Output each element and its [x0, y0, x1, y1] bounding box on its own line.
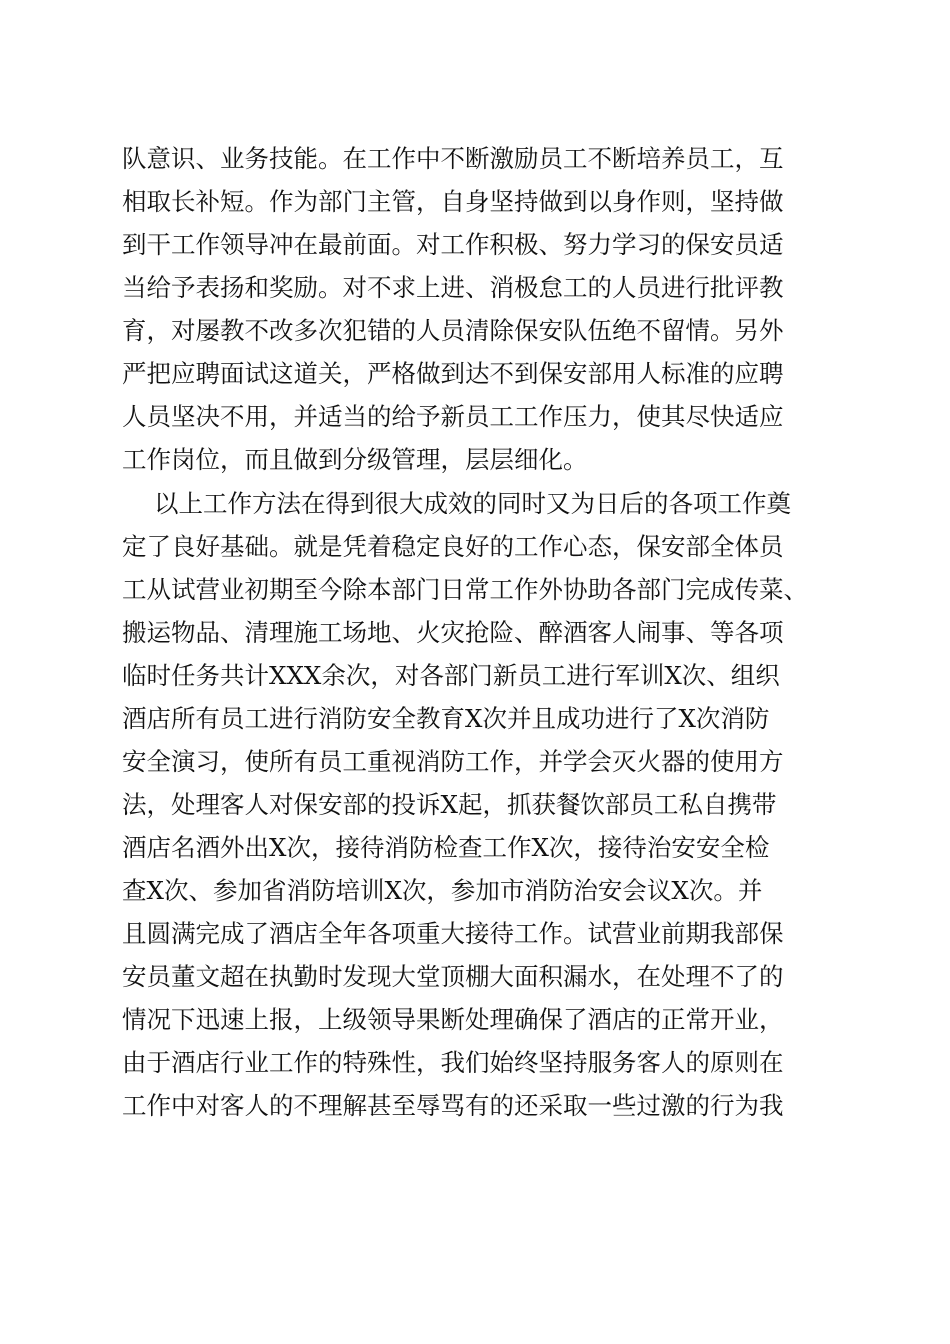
text-line: 定了良好基础。就是凭着稳定良好的工作心态，保安部全体员 [122, 532, 784, 561]
text-line: 工作中对客人的不理解甚至辱骂有的还采取一些过激的行为我 [122, 1091, 784, 1120]
text-line: 队意识、业务技能。在工作中不断激励员工不断培养员工，互 [122, 144, 784, 173]
text-line: 搬运物品、清理施工场地、火灾抢险、醉酒客人闹事、等各项 [122, 618, 784, 647]
text-line: 查X次、参加省消防培训X次，参加市消防治安会议X次。并 [122, 876, 763, 905]
text-line: 严把应聘面试这道关，严格做到达不到保安部用人标准的应聘 [122, 359, 784, 388]
text-line: 工作岗位，而且做到分级管理，层层细化。 [122, 445, 588, 474]
paragraph-first-line: 以上工作方法在得到很大成效的同时又为日后的各项工作奠 [154, 489, 791, 518]
text-line: 安全演习，使所有员工重视消防工作，并学会灭火器的使用方 [122, 747, 784, 776]
text-line: 由于酒店行业工作的特殊性，我们始终坚持服务客人的原则在 [122, 1048, 784, 1077]
text-line: 人员坚决不用，并适当的给予新员工工作压力，使其尽快适应 [122, 402, 784, 431]
text-line: 到干工作领导冲在最前面。对工作积极、努力学习的保安员适 [122, 230, 784, 259]
text-line: 相取长补短。作为部门主管，自身坚持做到以身作则，坚持做 [122, 187, 784, 216]
text-line: 当给予表扬和奖励。对不求上进、消极怠工的人员进行批评教 [122, 273, 784, 302]
text-line: 工从试营业初期至今除本部门日常工作外协助各部门完成传菜、 [122, 575, 808, 604]
text-line: 情况下迅速上报，上级领导果断处理确保了酒店的正常开业， [122, 1005, 784, 1034]
text-line: 法，处理客人对保安部的投诉X起，抓获餐饮部员工私自携带 [122, 790, 777, 819]
text-line: 临时任务共计XXX余次，对各部门新员工进行军训X次、组织 [122, 661, 780, 690]
text-line: 育，对屡教不改多次犯错的人员清除保安队伍绝不留情。另外 [122, 316, 784, 345]
text-line: 酒店所有员工进行消防安全教育X次并且成功进行了X次消防 [122, 704, 770, 733]
text-line: 安员董文超在执勤时发现大堂顶棚大面积漏水，在处理不了的 [122, 962, 784, 991]
text-line: 酒店名酒外出X次，接待消防检查工作X次，接待治安安全检 [122, 833, 770, 862]
text-line: 且圆满完成了酒店全年各项重大接待工作。试营业前期我部保 [122, 919, 784, 948]
